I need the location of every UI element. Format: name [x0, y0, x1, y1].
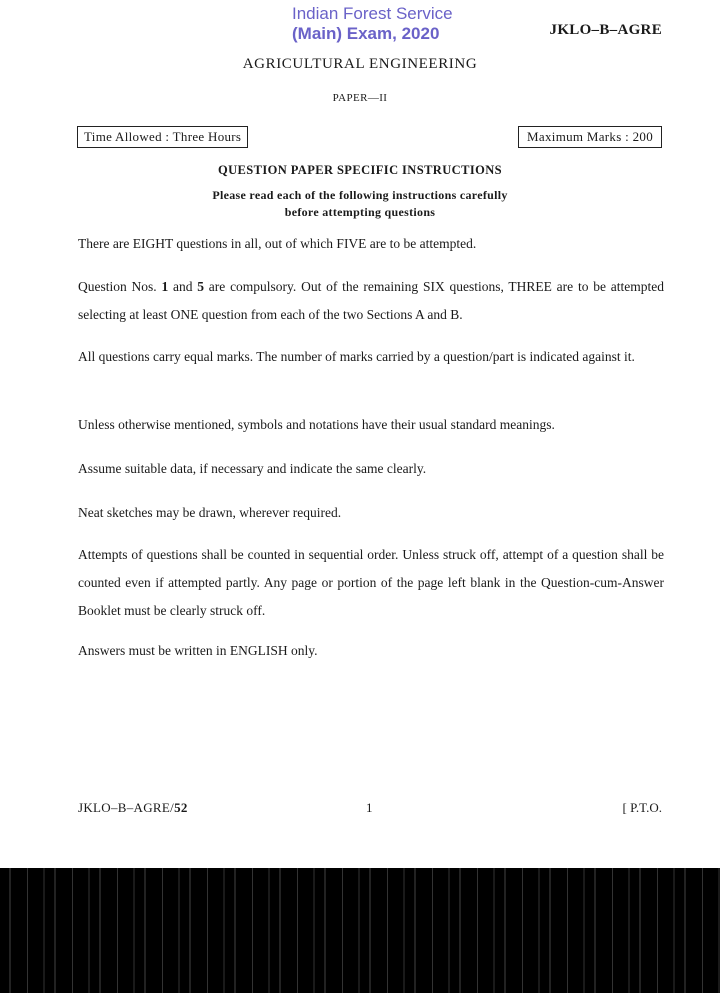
exam-stamp: [292, 4, 462, 44]
compulsory-text-a: Question Nos.: [78, 279, 162, 294]
paper-label: PAPER—II: [332, 92, 388, 104]
instruction-attempts-order: Attempts of questions shall be counted in sequential order. Unless struck off, attempt of a question shall be counted even if attempted partly. Any page or portion of the page left blank in the Question-cum-Answer Booklet must be clearly struck off.: [78, 547, 664, 618]
compulsory-q1: 1: [161, 279, 169, 294]
instructions-subheading: [0, 187, 720, 221]
footer-paper-code: [78, 800, 188, 816]
pto-label: [ P.T.O.: [622, 800, 662, 815]
page-number: 1: [366, 800, 373, 815]
instruction-symbols: Unless otherwise mentioned, symbols and notations have their usual standard meanings.: [78, 417, 555, 432]
maximum-marks-box: Maximum Marks : 200: [518, 126, 662, 148]
compulsory-text-b: are compulsory. Out of the remaining SIX questions, THREE are to be attempted selecting at least ONE question from each of the two Sections A and B.: [78, 279, 664, 322]
subject-title: AGRICULTURAL ENGINEERING: [242, 56, 478, 72]
footer-code-number: 52: [174, 800, 188, 815]
stamp-line-1: Indian Forest Service: [292, 4, 453, 23]
time-allowed-box: Time Allowed : Three Hours: [77, 126, 248, 148]
instruction-equal-marks: All questions carry equal marks. The number of marks carried by a question/part is indicated against it.: [78, 349, 635, 364]
paper-code: JKLO–B–AGRE: [549, 22, 662, 38]
instruction-sketches: Neat sketches may be drawn, wherever required.: [78, 505, 342, 520]
instruction-question-count: There are EIGHT questions in all, out of which FIVE are to be attempted.: [78, 236, 477, 251]
instruction-assume-data: Assume suitable data, if necessary and indicate the same clearly.: [78, 461, 427, 476]
subheading-line-2: before attempting questions: [284, 205, 436, 219]
compulsory-and: and: [168, 279, 198, 294]
scan-artifact-band: [0, 868, 720, 993]
instructions-heading: QUESTION PAPER SPECIFIC INSTRUCTIONS: [217, 163, 502, 177]
instruction-compulsory: [78, 273, 664, 329]
footer-code-prefix: JKLO–B–AGRE/: [78, 800, 175, 815]
compulsory-q5: 5: [197, 279, 205, 294]
subheading-line-1: Please read each of the following instructions carefully: [212, 188, 508, 202]
instruction-language: Answers must be written in ENGLISH only.: [78, 643, 318, 658]
stamp-line-2: (Main) Exam, 2020: [292, 24, 440, 43]
